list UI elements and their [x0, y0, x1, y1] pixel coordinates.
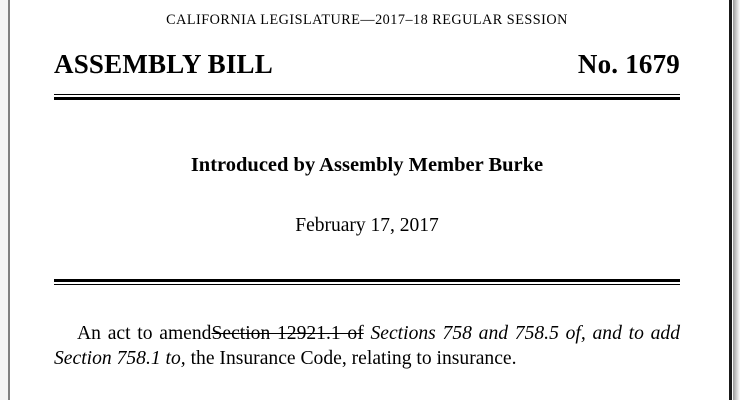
page-drop-shadow	[733, 0, 740, 400]
act-tail-text: the Insurance Code, relating to insurance.	[185, 348, 517, 369]
bill-title-row	[54, 49, 680, 80]
act-description-paragraph	[54, 321, 680, 371]
bill-number-label: No. 1679	[577, 49, 680, 79]
header-double-rule	[54, 94, 680, 100]
act-struck-text: Section 12921.1 of	[211, 323, 364, 344]
introduced-date-line: February 17, 2017	[295, 215, 439, 236]
page-content-column	[54, 0, 680, 371]
session-header: CALIFORNIA LEGISLATURE—2017–18 REGULAR SESSION	[166, 12, 568, 28]
page-left-gutter	[0, 0, 8, 400]
introduced-by-line: Introduced by Assembly Member Burke	[190, 154, 544, 176]
body-double-rule-strokes	[54, 279, 680, 285]
act-lead-in-text: An act to amend	[77, 323, 212, 344]
act-amended-italic-text: Sections 758 and 758.5 of, and to add Section 758.1 to,	[54, 323, 681, 369]
bill-page	[8, 0, 732, 400]
body-double-rule	[54, 279, 680, 285]
bill-kind-label: ASSEMBLY BILL	[54, 49, 273, 79]
